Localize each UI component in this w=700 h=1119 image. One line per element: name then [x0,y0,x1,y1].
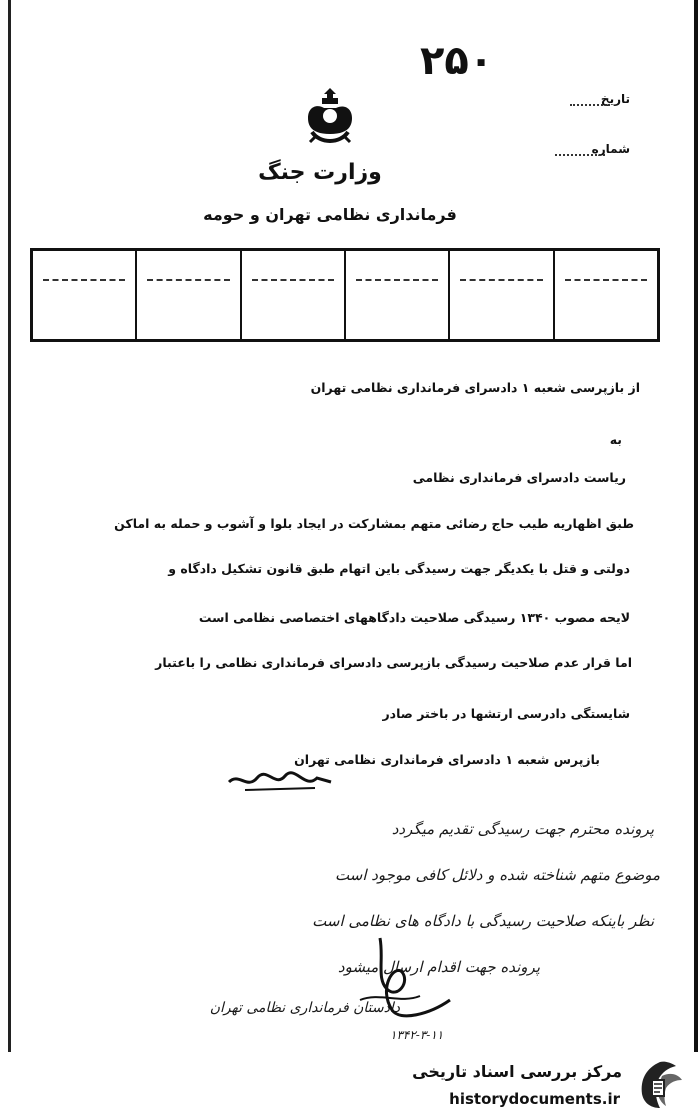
grid-cell [448,251,552,339]
signature-scribble-icon [225,768,335,794]
handwritten-date: ۱۳۴۲-۳-۱۱ [390,1028,444,1042]
body-line: طبق اظهاریه طیب حاج رضائی متهم بمشارکت در ایجاد بلوا و آشوب و حمله به اماکن [114,516,634,531]
scan-edge-right [694,0,698,1119]
department-title: فرمانداری نظامی تهران و حومه [203,205,457,224]
body-line: دولتی و قتل با یکدیگر جهت رسیدگی باین اتهام طبق قانون تشکیل دادگاه و [168,561,630,576]
body-line: ریاست دادسرای فرمانداری نظامی [412,470,626,485]
body-line: لایحه مصوب ۱۳۴۰ رسیدگی صلاحیت دادگاههای اختصاصی نظامی است [198,610,630,625]
grid-cell [344,251,448,339]
date-field-line [570,104,610,106]
handwritten-signature-line: دادستان فرمانداری نظامی تهران [209,1000,400,1016]
ministry-title: وزارت جنگ [258,160,382,185]
handwritten-line: پرونده جهت اقدام ارسال میشود [337,958,540,976]
number-field-line [555,154,605,156]
grid-cell [135,251,239,339]
watermark-url: historydocuments.ir [449,1090,620,1108]
body-line: به [609,432,622,447]
handwritten-line: پرونده محترم جهت رسیدگی تقدیم میگردد [391,820,654,838]
body-line: از بازپرسی شعبه ۱ دادسرای فرمانداری نظامی تهران [310,380,640,395]
reference-grid [30,248,660,342]
document-number: ۲۵۰ [420,38,494,84]
grid-cell [33,251,135,339]
handwritten-signature-icon [340,930,470,1030]
handwritten-line: موضوع متهم شناخته شده و دلائل کافی موجود است [335,866,660,884]
date-field-label: تاریخ [600,92,630,106]
signature-line: بازپرس شعبه ۱ دادسرای فرمانداری نظامی تهران [294,752,600,767]
body-line: اما قرار عدم صلاحیت رسیدگی بازپرسی دادسرای فرمانداری نظامی را باعتبار [155,655,632,670]
watermark-title: مرکز بررسی اسناد تاریخی [412,1062,622,1081]
archive-logo-icon [636,1060,684,1110]
grid-cell [553,251,657,339]
lion-and-sun-emblem-icon [302,88,358,148]
grid-cell [240,251,344,339]
handwritten-line: نظر باینکه صلاحیت رسیدگی با دادگاه های نظامی است [312,912,654,930]
number-field-label: شماره [591,142,630,156]
body-line: شایستگی دادرسی ارتشها در باختر صادر [382,706,630,721]
scan-edge-left [8,0,11,1119]
